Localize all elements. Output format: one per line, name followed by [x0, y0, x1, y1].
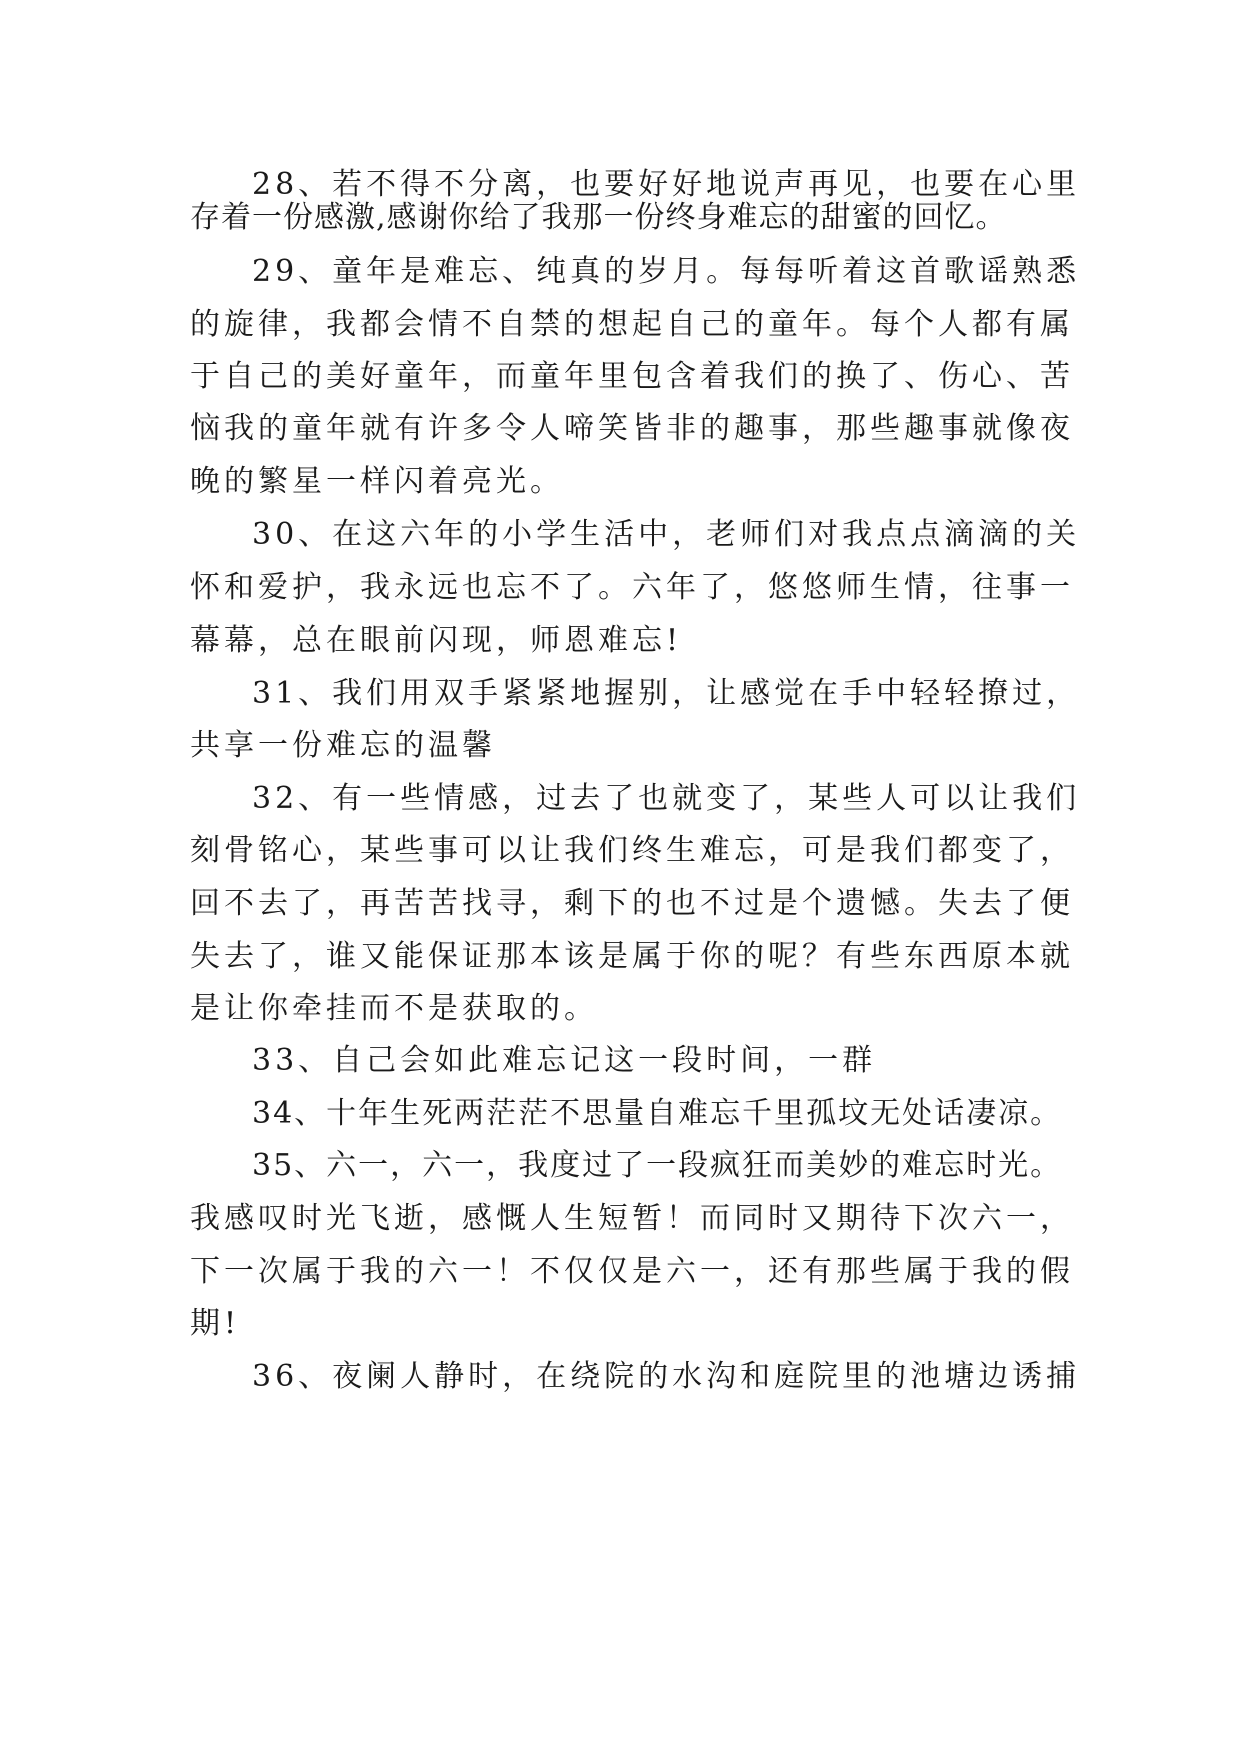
paragraph-30-line-2: 怀和爱护，我永远也忘不了。六年了，悠悠师生情，往事一 [190, 570, 1074, 605]
paragraph-30-line-1: 30、在这六年的小学生活中，老师们对我点点滴滴的关 [252, 517, 1081, 552]
paragraph-28-line-2: 存着一份感激,感谢你给了我那一份终身难忘的甜蜜的回忆。 [190, 200, 1007, 235]
paragraph-29-line-5: 晚的繁星一样闪着亮光。 [190, 464, 564, 499]
paragraph-32-line-4: 失去了，谁又能保证那本该是属于你的呢？有些东西原本就 [190, 939, 1074, 974]
paragraph-28-line-1: 28、若不得不分离，也要好好地说声再见，也要在心里 [252, 167, 1081, 202]
paragraph-32-line-2: 刻骨铭心，某些事可以让我们终生难忘，可是我们都变了， [190, 833, 1074, 868]
paragraph-33-line-1: 33、自己会如此难忘记这一段时间，一群 [252, 1043, 877, 1078]
paragraph-36-line-1: 36、夜阑人静时，在绕院的水沟和庭院里的池塘边诱捕 [252, 1359, 1081, 1394]
paragraph-34-line-1: 34、十年生死两茫茫不思量自难忘千里孤坟无处话凄凉。 [252, 1096, 1063, 1131]
paragraph-35-line-4: 期! [190, 1306, 241, 1341]
paragraph-29-line-3: 于自己的美好童年，而童年里包含着我们的换了、伤心、苦 [190, 359, 1074, 394]
paragraph-35-line-1: 35、六一，六一，我度过了一段疯狂而美妙的难忘时光。 [252, 1148, 1063, 1183]
paragraph-29-line-4: 恼我的童年就有许多令人啼笑皆非的趣事，那些趣事就像夜 [190, 411, 1074, 446]
paragraph-31-line-1: 31、我们用双手紧紧地握别，让感觉在手中轻轻撩过， [252, 676, 1081, 711]
paragraph-31-line-2: 共享一份难忘的温馨 [190, 728, 496, 763]
paragraph-35-line-3: 下一次属于我的六一！不仅仅是六一，还有那些属于我的假 [190, 1254, 1074, 1289]
paragraph-30-line-3: 幕幕，总在眼前闪现，师恩难忘! [190, 623, 683, 658]
paragraph-32-line-3: 回不去了，再苦苦找寻，剩下的也不过是个遗憾。失去了便 [190, 886, 1074, 921]
paragraph-32-line-5: 是让你牵挂而不是获取的。 [190, 991, 598, 1026]
paragraph-32-line-1: 32、有一些情感，过去了也就变了，某些人可以让我们 [252, 781, 1081, 816]
paragraph-35-line-2: 我感叹时光飞逝，感慨人生短暂！而同时又期待下次六一， [190, 1201, 1074, 1236]
paragraph-29-line-1: 29、童年是难忘、纯真的岁月。每每听着这首歌谣熟悉 [252, 254, 1081, 289]
paragraph-29-line-2: 的旋律，我都会情不自禁的想起自己的童年。每个人都有属 [190, 307, 1074, 342]
